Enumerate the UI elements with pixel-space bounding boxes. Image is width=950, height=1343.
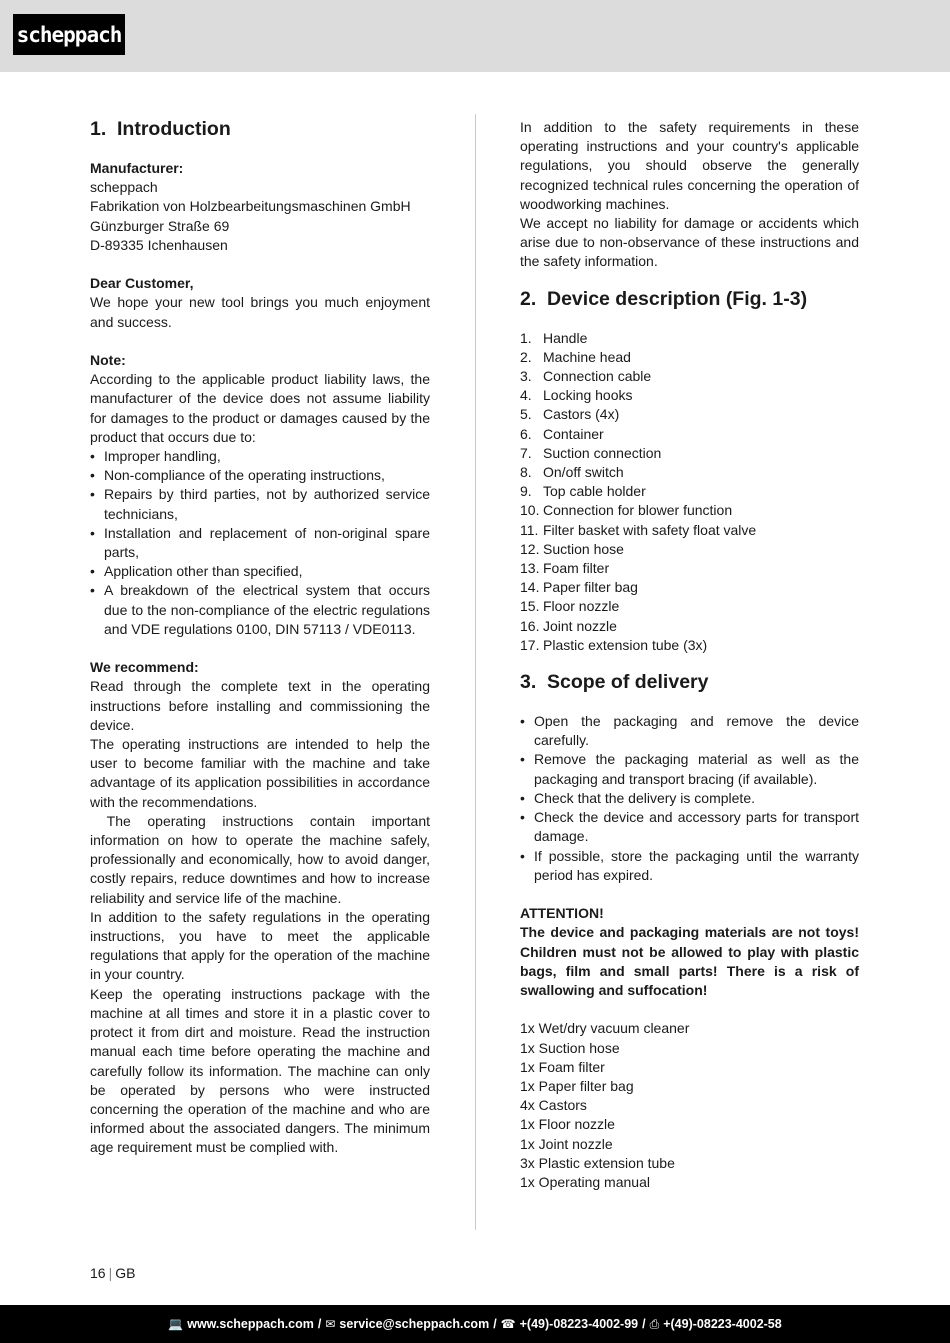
section-2-heading (520, 288, 859, 310)
delivery-bullet-list (520, 712, 859, 885)
section-number: 2. (520, 287, 537, 310)
list-item: 17. Plastic extension tube (3x) (520, 636, 708, 653)
list-item: 4x Castors (520, 1097, 587, 1114)
intro-paragraph: We accept no liability for damage or accidents which arise due to non-observance of these instructions and the safety information. (520, 215, 859, 270)
manufacturer-label: Manufacturer: (90, 160, 184, 176)
footer-fax: +(49)-08223-4002-58 (663, 1317, 782, 1331)
section-number: 3. (520, 671, 537, 694)
computer-icon: 💻 (168, 1317, 184, 1331)
list-item: 1x Suction hose (520, 1039, 620, 1056)
note-label: Note: (90, 352, 126, 368)
list-item: • Check the device and accessory parts for transport damage. (520, 808, 859, 846)
page-header (0, 0, 950, 72)
list-item: 3x Plastic extension tube (520, 1154, 675, 1171)
note-text: According to the applicable product liability laws, the manufacturer of the device does not assume liability for damages to the product or damages caused by the product that occurs due to: (90, 371, 430, 445)
list-item: 5. Castors (4x) (520, 406, 620, 423)
list-item: 13. Foam filter (520, 560, 610, 577)
list-item: 1x Paper filter bag (520, 1077, 634, 1094)
recommend-paragraph: The operating instructions contain important information on how to operate the machine safely, professionally and economically, how to avoid danger, costly repairs, reduce downtimes and how to increase reliability and service life of the machine. (90, 812, 434, 906)
list-item: 2. Machine head (520, 348, 631, 365)
fax-icon: ⎙ (649, 1316, 660, 1331)
footer-website[interactable]: www.scheppach.com (187, 1317, 314, 1331)
contents-list (520, 1019, 859, 1192)
customer-text: We hope your new tool brings you much enjoyment and success. (90, 294, 430, 330)
section-title: Scope of delivery (547, 671, 709, 694)
page-footer (0, 1305, 950, 1343)
page-number-value: 16 (90, 1265, 106, 1281)
recommend-paragraph: Read through the complete text in the operating instructions before installing and commissioning the device. (90, 678, 430, 733)
page-separator: | (108, 1265, 113, 1281)
device-parts-list (520, 329, 859, 655)
list-item: 1. Handle (520, 329, 588, 346)
list-item: • Repairs by third parties, not by authorized service technicians, (90, 485, 430, 523)
page-language: GB (115, 1265, 136, 1281)
right-column (520, 118, 859, 1192)
list-item: 9. Top cable holder (520, 483, 646, 500)
manufacturer-line: scheppach (90, 179, 158, 196)
list-item: 1x Foam filter (520, 1058, 605, 1075)
list-item: • Check that the delivery is complete. (520, 789, 859, 808)
column-divider (475, 114, 476, 1230)
footer-separator: / (493, 1317, 497, 1331)
list-item: • A breakdown of the electrical system that occurs due to the non-compliance of the electric regulations and VDE regulations 0100, DIN 57113 / VDE0113. (90, 581, 430, 639)
list-item: 3. Connection cable (520, 368, 652, 385)
brand-logo: scheppach (13, 14, 125, 55)
manufacturer-line: Günzburger Straße 69 (90, 217, 230, 234)
list-item: • If possible, store the packaging until the warranty period has expired. (520, 847, 859, 885)
list-item: 10. Connection for blower function (520, 502, 733, 519)
manufacturer-line: D-89335 Ichenhausen (90, 236, 228, 253)
list-item: • Improper handling, (90, 447, 430, 466)
phone-icon: ☎ (500, 1317, 516, 1331)
list-item: 4. Locking hooks (520, 387, 633, 404)
list-item: • Open the packaging and remove the device carefully. (520, 712, 859, 750)
section-title: Device description (Fig. 1-3) (547, 287, 808, 310)
attention-label: ATTENTION! (520, 905, 604, 922)
recommend-paragraph: In addition to the safety regulations in the operating instructions, you have to meet the applicable regulations that apply for the operation of the machine in your country. (90, 908, 430, 983)
note-bullet-list (90, 447, 430, 639)
section-title: Introduction (117, 118, 231, 140)
list-item: 1x Wet/dry vacuum cleaner (520, 1020, 690, 1037)
attention-text: The device and packaging materials are not toys! Children must not be allowed to play with plastic bags, film and small parts! There is a risk of swallowing and suffocation! (520, 924, 859, 998)
list-item: 7. Suction connection (520, 444, 662, 461)
footer-email[interactable]: service@scheppach.com (339, 1317, 490, 1331)
list-item: 14. Paper filter bag (520, 579, 638, 596)
list-item: • Installation and replacement of non-original spare parts, (90, 524, 430, 562)
list-item: 1x Joint nozzle (520, 1135, 613, 1152)
list-item: 1x Floor nozzle (520, 1116, 615, 1133)
recommend-paragraph: Keep the operating instructions package with the machine at all times and store it in a plastic cover to protect it from dirt and moisture. Read the instruction manual each time before operating the machine and carefully follow its information. The machine can only be operated by persons who were instructed concerning the operation of the machine and who are informed about the associated dangers. The minimum age requirement must be complied with. (90, 985, 430, 1156)
recommend-paragraph: The operating instructions are intended to help the user to become familiar with the machine and take advantage of its application possibilities in accordance with the recommendations. (90, 736, 430, 810)
mail-icon: ✉ (325, 1317, 336, 1331)
list-item: 11. Filter basket with safety float valve (520, 521, 757, 538)
intro-paragraph: In addition to the safety requirements in these operating instructions and your country's applicable regulations, you should observe the generally recognized technical rules concerning the operation of woodworking machines. (520, 119, 859, 212)
left-column (90, 118, 434, 1158)
list-item: 8. On/off switch (520, 464, 624, 481)
section-3-heading (520, 671, 859, 693)
section-1-heading (90, 118, 430, 140)
footer-phone: +(49)-08223-4002-99 (519, 1317, 639, 1331)
customer-label: Dear Customer, (90, 275, 194, 292)
section-number: 1. (90, 118, 107, 140)
list-item: • Application other than specified, (90, 562, 430, 581)
page-number (90, 1264, 135, 1283)
list-item: 12. Suction hose (520, 540, 624, 557)
list-item: • Remove the packaging material as well as the packaging and transport bracing (if available). (520, 750, 859, 788)
list-item: • Non-compliance of the operating instructions, (90, 466, 430, 485)
recommend-label: We recommend: (90, 659, 199, 676)
list-item: 6. Container (520, 425, 604, 442)
list-item: 16. Joint nozzle (520, 617, 617, 634)
list-item: 1x Operating manual (520, 1173, 650, 1190)
footer-separator: / (317, 1317, 322, 1331)
list-item: 15. Floor nozzle (520, 598, 620, 615)
footer-separator: / (642, 1317, 646, 1331)
manufacturer-line: Fabrikation von Holzbearbeitungsmaschinen GmbH (90, 198, 411, 215)
